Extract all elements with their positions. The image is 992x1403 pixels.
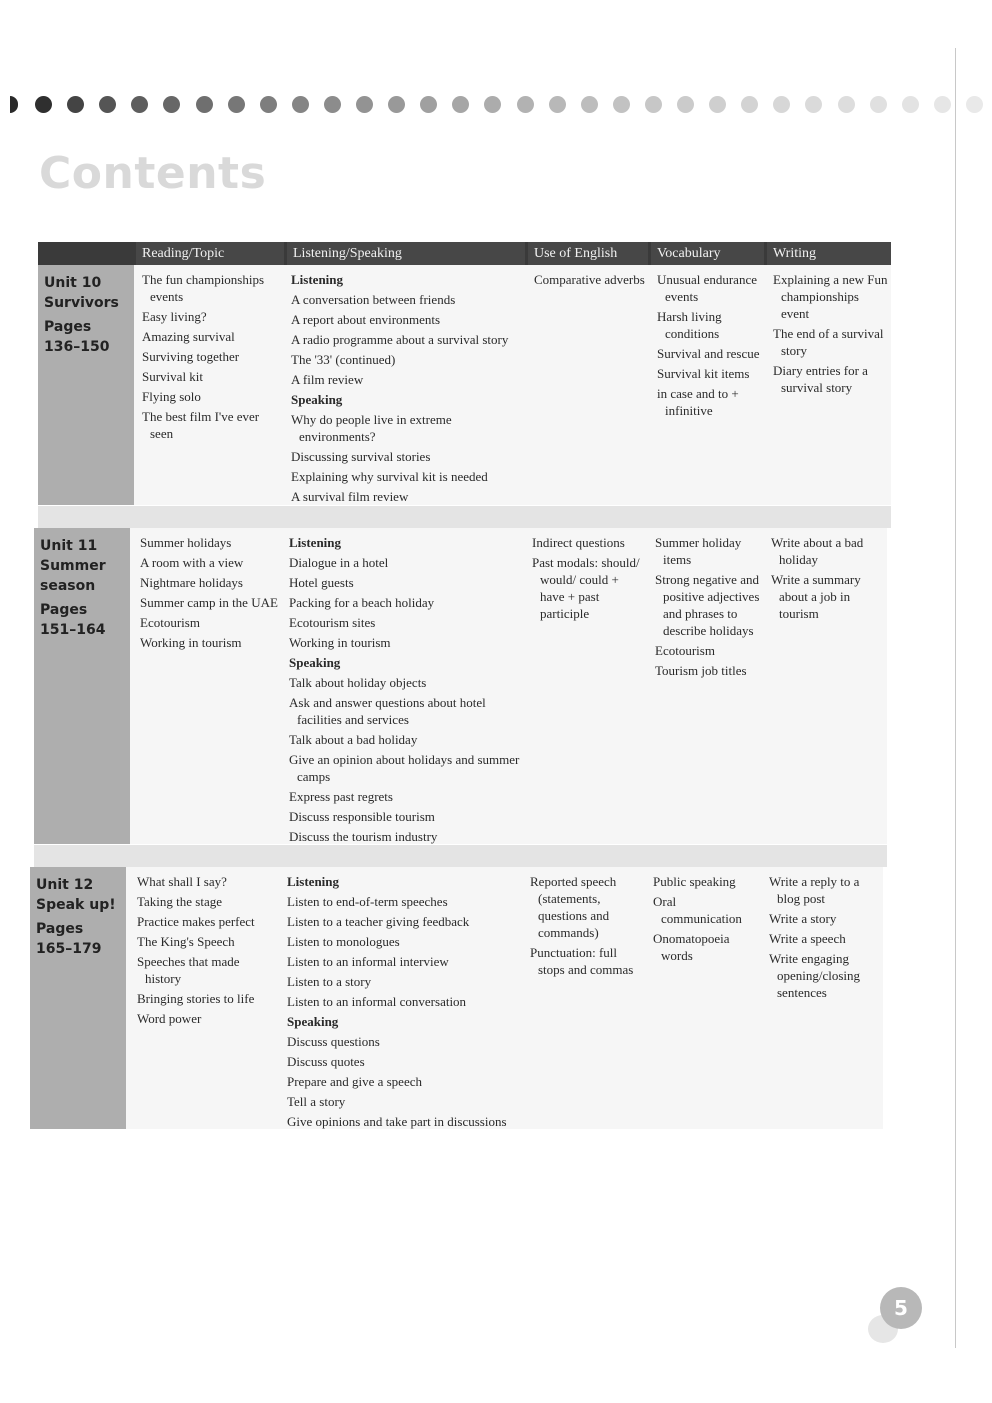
unit-name: Speak up! (36, 897, 116, 913)
pages-range: 165–179 (36, 941, 102, 957)
listening-speaking-column (287, 873, 523, 1133)
list-item: The '33' (continued) (291, 352, 396, 367)
list-item: Practice makes perfect (137, 914, 255, 929)
use-of-english-column (532, 534, 646, 625)
list-item: Give an opinion about holidays and summer camps (289, 752, 520, 784)
list-item: What shall I say? (137, 874, 227, 889)
list-item: The fun championships events (142, 272, 265, 304)
list-item: Public speaking (653, 874, 736, 889)
writing-column (771, 534, 883, 625)
list-item: Strong negative and positive adjectives and phrases to describe holidays (655, 572, 760, 638)
row-separator (38, 506, 891, 528)
list-item: in case and to + infinitive (657, 386, 739, 418)
list-item: Easy living? (142, 309, 207, 324)
list-item: Explaining a new Fun championships event (773, 272, 888, 321)
list-item: Onomatopoeia words (653, 931, 730, 963)
list-item: Talk about a bad holiday (289, 732, 418, 747)
list-item: Ecotourism sites (289, 615, 376, 630)
list-item: Dialogue in a hotel (289, 555, 389, 570)
list-item: The end of a survival story (773, 326, 884, 358)
reading-column (142, 271, 282, 445)
list-item: Punctuation: full stops and commas (530, 945, 634, 977)
unit-label (44, 273, 119, 357)
list-item: Prepare and give a speech (287, 1074, 422, 1089)
list-item: Ecotourism (655, 643, 715, 658)
unit-label (40, 536, 110, 640)
list-item: Survival kit (142, 369, 204, 384)
use-of-english-column (534, 271, 646, 291)
list-item: Bringing stories to life (137, 991, 255, 1006)
list-item: The King's Speech (137, 934, 235, 949)
list-item: Give opinions and take part in discussions (287, 1114, 507, 1129)
list-item: Explaining why survival kit is needed (291, 469, 488, 484)
header-listening: Listening/Speaking (287, 242, 525, 265)
list-item: Packing for a beach holiday (289, 595, 435, 610)
list-item: Listen to a teacher giving feedback (287, 914, 470, 929)
list-item: Oral communication (653, 894, 742, 926)
list-item: Discuss responsible tourism (289, 809, 435, 824)
vocabulary-column (655, 534, 761, 682)
list-item: Tourism job titles (655, 663, 747, 678)
list-item: Comparative adverbs (534, 272, 645, 287)
header-use-of-english: Use of English (528, 242, 648, 265)
list-item: Listen to monologues (287, 934, 400, 949)
list-item: A film review (291, 372, 364, 387)
unit-name: Survivors (44, 295, 119, 311)
list-item: Working in tourism (140, 635, 242, 650)
unit-row (30, 867, 883, 1129)
use-of-english-column (530, 873, 644, 981)
list-item: Unusual endurance events (657, 272, 757, 304)
vocabulary-column (653, 873, 759, 967)
vocabulary-column (657, 271, 763, 422)
list-item: A radio programme about a survival story (291, 332, 509, 347)
speaking-heading: Speaking (287, 1014, 339, 1029)
unit-row (38, 265, 891, 505)
list-item: Ask and answer questions about hotel facilities and services (289, 695, 486, 727)
list-item: Discuss quotes (287, 1054, 365, 1069)
list-item: Indirect questions (532, 535, 625, 550)
list-item: Summer camp in the UAE (140, 595, 278, 610)
list-item: Nightmare holidays (140, 575, 243, 590)
header-writing: Writing (767, 242, 891, 265)
list-item: Diary entries for a survival story (773, 363, 868, 395)
pages-label: Pages (36, 921, 84, 937)
row-separator (34, 845, 887, 867)
list-item: Discussing survival stories (291, 449, 431, 464)
reading-column (140, 534, 278, 654)
writing-column (773, 271, 889, 399)
listening-heading: Listening (289, 535, 342, 550)
pages-label: Pages (44, 319, 92, 335)
list-item: A room with a view (140, 555, 244, 570)
list-item: Past modals: should/ would/ could + have + past participle (532, 555, 640, 621)
list-item: Tell a story (287, 1094, 346, 1109)
list-item: Write a reply to a blog post (769, 874, 860, 906)
list-item: Write a summary about a job in tourism (771, 572, 861, 621)
list-item: Write about a bad holiday (771, 535, 864, 567)
unit-number: Unit 12 (36, 877, 94, 893)
list-item: Surviving together (142, 349, 240, 364)
list-item: Harsh living conditions (657, 309, 722, 341)
page-number-badge: 5 (880, 1287, 922, 1329)
list-item: Ecotourism (140, 615, 200, 630)
unit-number: Unit 11 (40, 538, 98, 554)
list-item: Discuss questions (287, 1034, 380, 1049)
speaking-heading: Speaking (291, 392, 343, 407)
list-item: A survival film review (291, 489, 409, 504)
list-item: Word power (137, 1011, 202, 1026)
speaking-heading: Speaking (289, 655, 341, 670)
list-item: Write engaging opening/closing sentences (769, 951, 861, 1000)
page-title: Contents (39, 148, 267, 199)
list-item: Hotel guests (289, 575, 354, 590)
pages-label: Pages (40, 602, 88, 618)
list-item: Listen to an informal conversation (287, 994, 467, 1009)
list-item: Write a speech (769, 931, 846, 946)
list-item: Working in tourism (289, 635, 391, 650)
list-item: Write a story (769, 911, 837, 926)
list-item: A conversation between friends (291, 292, 456, 307)
list-item: Reported speech (statements, questions and commands) (530, 874, 617, 940)
list-item: Flying solo (142, 389, 201, 404)
listening-heading: Listening (287, 874, 340, 889)
writing-column (769, 873, 877, 1004)
listening-speaking-column (291, 271, 525, 508)
list-item: The best film I've ever seen (142, 409, 260, 441)
list-item: Taking the stage (137, 894, 223, 909)
unit-label (36, 875, 116, 959)
list-item: Express past regrets (289, 789, 393, 804)
list-item: Summer holidays (140, 535, 232, 550)
list-item: Survival kit items (657, 366, 750, 381)
list-item: Amazing survival (142, 329, 235, 344)
header-vocabulary: Vocabulary (651, 242, 764, 265)
list-item: Listen to an informal interview (287, 954, 449, 969)
list-item: Why do people live in extreme environments? (291, 412, 452, 444)
unit-name: Summer season (40, 558, 106, 594)
pages-range: 151–164 (40, 622, 106, 638)
reading-column (137, 873, 277, 1030)
listening-heading: Listening (291, 272, 344, 287)
list-item: Listen to a story (287, 974, 372, 989)
list-item: Discuss the tourism industry (289, 829, 438, 844)
list-item: Survival and rescue (657, 346, 760, 361)
unit-row (34, 528, 887, 844)
list-item: A report about environments (291, 312, 441, 327)
pages-range: 136–150 (44, 339, 110, 355)
list-item: Listen to end-of-term speeches (287, 894, 448, 909)
list-item: Talk about holiday objects (289, 675, 427, 690)
list-item: Summer holiday items (655, 535, 742, 567)
list-item: Speeches that made history (137, 954, 240, 986)
table-header (38, 242, 891, 265)
header-reading: Reading/Topic (136, 242, 284, 265)
listening-speaking-column (289, 534, 521, 848)
unit-number: Unit 10 (44, 275, 102, 291)
